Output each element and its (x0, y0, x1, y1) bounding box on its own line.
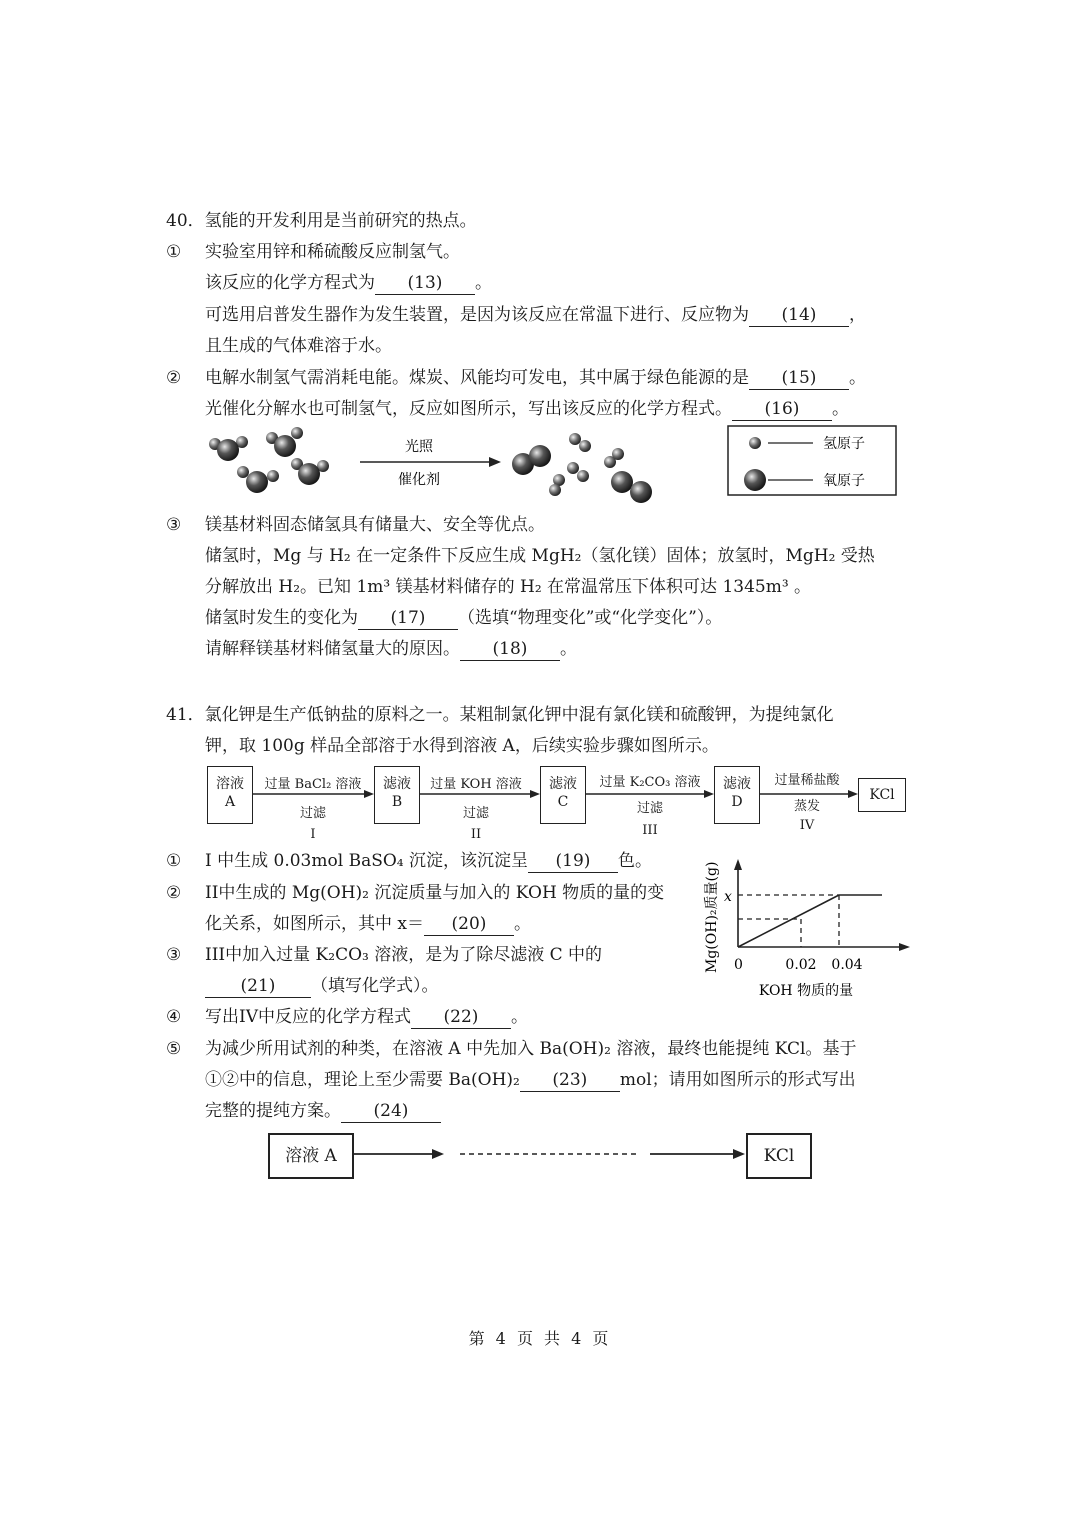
q40-part1-number: ① (166, 242, 182, 262)
step3-number: III (642, 823, 658, 838)
q40-part3-line4-text: 储氢时发生的变化为 (205, 608, 358, 628)
atom-legend (728, 426, 896, 495)
q41-part2-text: 化关系，如图所示，其中 x＝ (205, 914, 424, 934)
step1-operation: 过滤 (299, 806, 326, 821)
q40-part3-line3: 分解放出 H₂。已知 1m³ 镁基材料储存的 H₂ 在常温常压下体积可达 1345m³ 。 (205, 577, 812, 597)
step2-operation: 过滤 (462, 806, 489, 821)
q40-part2-line1 (205, 367, 866, 390)
blank-13: (13) (375, 272, 475, 295)
flow-box-d-label: 滤液 (723, 776, 751, 792)
q41-part4-line (205, 1006, 528, 1029)
q40-part2-line2-end: 。 (832, 399, 849, 419)
scheme-end-box: KCl (746, 1133, 812, 1179)
q41-part2-end: 。 (514, 914, 531, 934)
blank-24: (24) (341, 1100, 441, 1123)
product-molecules (512, 433, 652, 503)
blank-23: (23) (520, 1069, 620, 1092)
water-molecules (209, 427, 329, 493)
mass-curve-rising (738, 895, 839, 947)
step3-operation: 过滤 (636, 801, 663, 816)
scheme-start-box: 溶液 A (268, 1133, 354, 1179)
step1-reagent: 过量 BaCl₂ 溶液 (264, 777, 362, 792)
blank-22: (22) (411, 1006, 511, 1029)
q40-part3-line1: 镁基材料固态储氢具有储量大、安全等优点。 (205, 515, 545, 535)
q40-part1-line2-text: 该反应的化学方程式为 (205, 273, 375, 293)
q40-part3-line5-end: 。 (560, 639, 577, 659)
graph-plot (738, 895, 882, 947)
step4-reagent: 过量稀盐酸 (774, 773, 840, 788)
q41-part3-line1: III中加入过量 K₂CO₃ 溶液，是为了除尽滤液 C 中的 (205, 945, 603, 965)
q40-part3-line4 (205, 607, 722, 630)
step1-number: I (310, 827, 316, 842)
water-splitting-diagram (195, 422, 915, 508)
q41-part3-number: ③ (166, 945, 182, 965)
graph-x-tick-0.02: 0.02 (785, 957, 817, 973)
q41-title-line1: 41．氯化钾是生产低钠盐的原料之一。某粗制氯化钾中混有氯化镁和硫酸钾，为提纯氯化 (166, 705, 834, 725)
q41-part5-text2: ①②中的信息，理论上至少需要 Ba(OH)₂ (205, 1070, 520, 1090)
arrow-condition-bottom: 催化剂 (398, 472, 440, 488)
q41-part1-end: 色。 (618, 851, 652, 871)
q41-part3-end: （填写化学式）。 (311, 976, 439, 996)
flow-box-a-label: 溶液 (216, 776, 244, 792)
q41-part1-number: ① (166, 851, 182, 871)
graph-y-tick-x: x (724, 889, 732, 905)
q40-part3-line4-end: （选填“物理变化”或“化学变化”）。 (458, 608, 723, 628)
q40-part3-line5-text: 请解释镁基材料储氢量大的原因。 (205, 639, 460, 659)
q40-part1-line2 (205, 272, 492, 295)
q41-part4-number: ④ (166, 1007, 182, 1027)
q41-part5-text3: 完整的提纯方案。 (205, 1101, 341, 1121)
flow-box-c-id: C (557, 794, 569, 810)
q40-title: 40．氢能的开发利用是当前研究的热点。 (166, 211, 477, 231)
flow-box-c-label: 滤液 (549, 776, 577, 792)
step3-reagent: 过量 K₂CO₃ 溶液 (599, 775, 701, 790)
q40-part2-line1-end: 。 (849, 368, 866, 388)
flow-box-kcl: KCl (858, 778, 906, 812)
q40-part2-line2-text: 光催化分解水也可制氢气，反应如图所示，写出该反应的化学方程式。 (205, 399, 732, 419)
q40-part1-line4: 且生成的气体难溶于水。 (205, 336, 392, 356)
hydrogen-atom-icon (749, 437, 761, 449)
q41-part3-line2 (205, 975, 439, 998)
flow-box-b-id: B (391, 794, 403, 810)
blank-14: (14) (749, 304, 849, 327)
q40-part2-number: ② (166, 368, 182, 388)
q41-part1-text: I 中生成 0.03mol BaSO₄ 沉淀，该沉淀呈 (205, 851, 528, 871)
graph-origin-label: 0 (734, 957, 743, 973)
q40-part1-line2-end: 。 (475, 273, 492, 293)
mgoh2-mass-graph (700, 855, 920, 1005)
q41-part5-line3 (205, 1100, 441, 1123)
q41-part4-text: 写出IV中反应的化学方程式 (205, 1007, 411, 1027)
step4-number: IV (799, 818, 815, 833)
q40-part3-number: ③ (166, 515, 182, 535)
q41-part5-text2-end: mol；请用如图所示的形式写出 (619, 1070, 856, 1090)
step4-operation: 蒸发 (793, 799, 820, 814)
oxygen-atom-icon (744, 469, 766, 491)
q40-part2-line1-text: 电解水制氢气需消耗电能。煤炭、风能均可发电，其中属于绿色能源的是 (205, 368, 749, 388)
blank-16: (16) (732, 398, 832, 421)
q40-part1-line3-end: ， (849, 305, 866, 325)
legend-oxygen-label: 氧原子 (823, 473, 865, 489)
blank-20: (20) (424, 913, 514, 936)
graph-x-tick-0.04: 0.04 (831, 957, 863, 973)
blank-15: (15) (749, 367, 849, 390)
q41-part1-line (205, 850, 652, 873)
blank-18: (18) (460, 638, 560, 661)
q41-part5-line1: 为减少所用试剂的种类，在溶液 A 中先加入 Ba(OH)₂ 溶液，最终也能提纯 KCl。基于 (205, 1039, 857, 1059)
blank-17: (17) (358, 607, 458, 630)
q41-part5-number: ⑤ (166, 1039, 182, 1059)
flow-box-a-id: A (224, 794, 236, 810)
step2-reagent: 过量 KOH 溶液 (430, 777, 522, 792)
flow-box-b-label: 滤液 (383, 776, 411, 792)
q41-part2-line2 (205, 913, 531, 936)
blank-21: (21) (205, 975, 311, 998)
flow-box-d-id: D (731, 794, 743, 810)
scheme-arrows (352, 1140, 748, 1170)
q40-part3-line2: 储氢时，Mg 与 H₂ 在一定条件下反应生成 MgH₂（氢化镁）固体；放氢时，MgH₂ 受热 (205, 546, 875, 566)
q41-part2-line1: II中生成的 Mg(OH)₂ 沉淀质量与加入的 KOH 物质的量的变 (205, 883, 665, 903)
flow-arrows (0, 760, 1080, 850)
q41-title-line2: 钾，取 100g 样品全部溶于水得到溶液 A，后续实验步骤如图所示。 (205, 736, 719, 756)
q40-part1-line1: 实验室用锌和稀硫酸反应制氢气。 (205, 242, 460, 262)
step2-number: II (470, 827, 482, 842)
q40-part1-line3 (205, 304, 866, 327)
q40-part2-line2 (205, 398, 849, 421)
q40-part3-line5 (205, 638, 577, 661)
q40-part1-line3-text: 可选用启普发生器作为发生装置，是因为该反应在常温下进行、反应物为 (205, 305, 749, 325)
graph-y-label: Mg(OH)₂质量(g) (704, 861, 720, 973)
q41-part5-line2 (205, 1069, 856, 1092)
q41-part2-number: ② (166, 883, 182, 903)
legend-hydrogen-label: 氢原子 (823, 436, 865, 452)
q41-part4-end: 。 (511, 1007, 528, 1027)
page-footer: 第 4 页 共 4 页 (468, 1329, 612, 1348)
arrow-condition-top: 光照 (405, 439, 433, 455)
blank-19: (19) (528, 850, 618, 873)
reaction-arrow (360, 438, 501, 488)
graph-x-label: KOH 物质的量 (758, 983, 854, 999)
